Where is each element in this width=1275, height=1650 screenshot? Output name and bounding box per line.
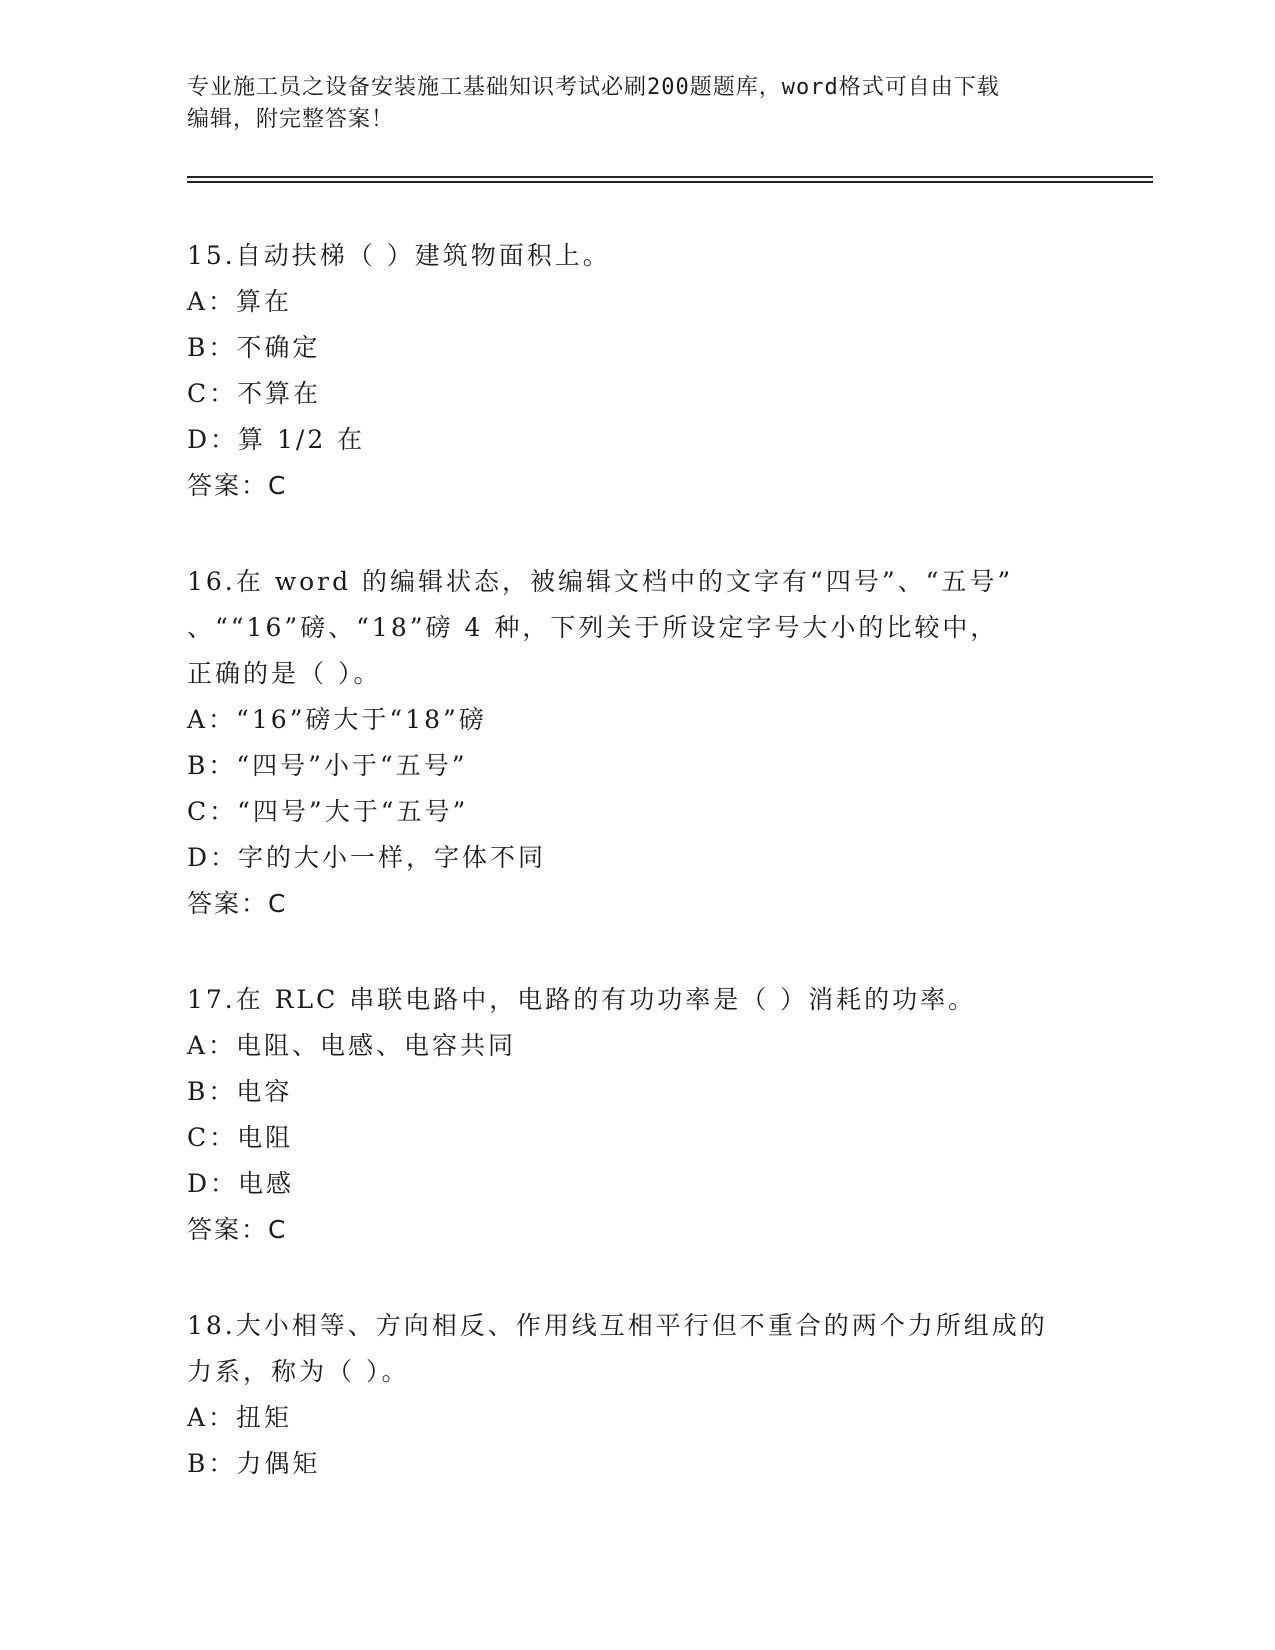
option-c: C：电阻 xyxy=(187,1123,294,1152)
question-list xyxy=(187,233,1087,1537)
answer: 答案：C xyxy=(187,1215,288,1244)
option-c: C：不算在 xyxy=(187,379,322,408)
header-divider-bottom xyxy=(187,181,1153,183)
answer: 答案：C xyxy=(187,889,288,918)
question-stem-line-2: 力系，称为（ ）。 xyxy=(187,1357,410,1386)
option-b: B：力偶矩 xyxy=(187,1449,321,1478)
question-stem-line-1: 18.大小相等、方向相反、作用线互相平行但不重合的两个力所组成的 xyxy=(187,1311,1048,1340)
question-15 xyxy=(187,233,1087,509)
question-stem: 17.在 RLC 串联电路中，电路的有功功率是（ ）消耗的功率。 xyxy=(187,985,977,1014)
option-c: C：“四号”大于“五号” xyxy=(187,797,469,826)
option-a: A：算在 xyxy=(187,287,293,316)
question-stem: 15.自动扶梯（ ）建筑物面积上。 xyxy=(187,241,611,270)
document-header xyxy=(187,72,1067,136)
option-b: B：“四号”小于“五号” xyxy=(187,751,468,780)
option-a: A：扭矩 xyxy=(187,1403,293,1432)
question-16 xyxy=(187,559,1087,927)
header-title-line-2: 编辑，附完整答案！ xyxy=(187,107,395,132)
option-d: D：算 1/2 在 xyxy=(187,425,366,454)
header-divider-top xyxy=(187,176,1153,178)
option-b: B：电容 xyxy=(187,1077,293,1106)
question-17 xyxy=(187,977,1087,1253)
option-a: A：电阻、电感、电容共同 xyxy=(187,1031,517,1060)
answer: 答案：C xyxy=(187,471,288,500)
option-a: A：“16”磅大于“18”磅 xyxy=(187,705,487,734)
question-18 xyxy=(187,1303,1087,1487)
question-stem-line-2: 、““16”磅、“18”磅 4 种，下列关于所设定字号大小的比较中， xyxy=(187,613,999,642)
option-d: D：字的大小一样，字体不同 xyxy=(187,843,547,872)
question-stem-line-3: 正确的是（ ）。 xyxy=(187,659,382,688)
option-b: B：不确定 xyxy=(187,333,321,362)
option-d: D：电感 xyxy=(187,1169,295,1198)
header-title-line-1: 专业施工员之设备安装施工基础知识考试必刷200题题库，word格式可自由下载 xyxy=(187,75,1000,100)
question-stem-line-1: 16.在 word 的编辑状态，被编辑文档中的文字有“四号”、“五号” xyxy=(187,567,1014,596)
